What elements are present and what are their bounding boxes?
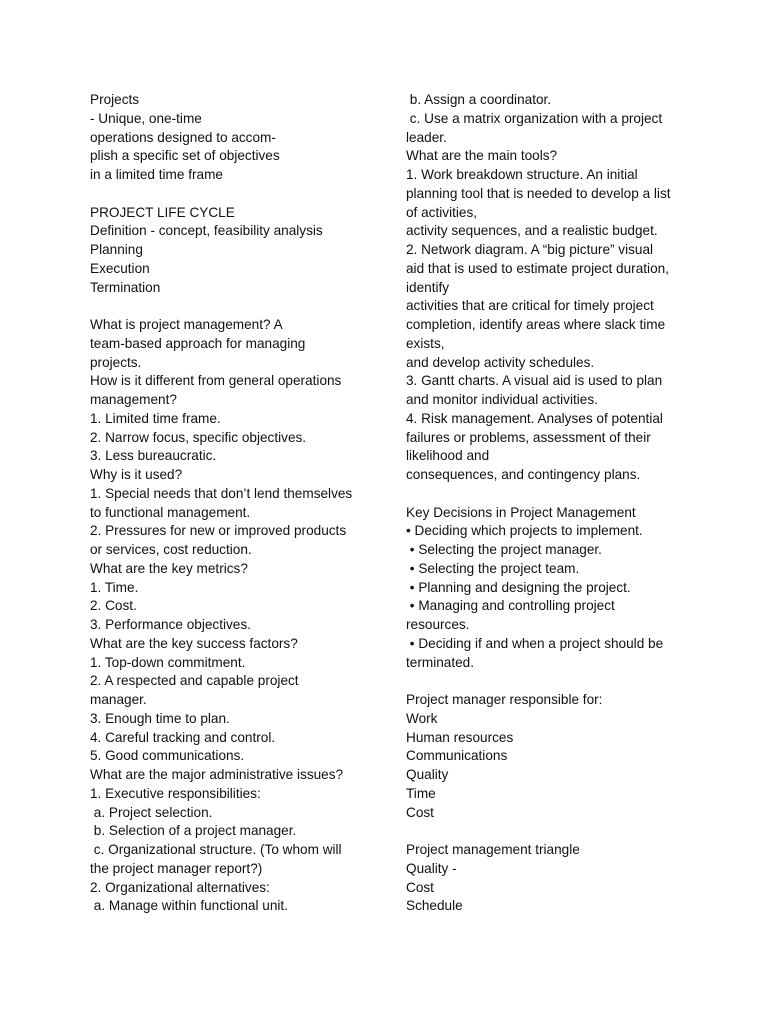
text-line: • Selecting the project manager. <box>406 542 602 557</box>
text-line: • Planning and designing the project. <box>406 579 631 595</box>
text-line: b. Assign a coordinator. <box>406 92 552 107</box>
text-line: of activities, <box>406 204 478 220</box>
text-line: manager. <box>90 692 147 707</box>
text-line: Communications <box>406 748 508 764</box>
text-line: a. Manage within functional unit. <box>90 898 288 914</box>
text-line: - Unique, one-time <box>90 110 202 126</box>
text-line: projects. <box>90 354 142 370</box>
text-line <box>90 185 380 204</box>
text-line: planning tool that is needed to develop a list <box>406 185 671 201</box>
text-line: activity sequences, and a realistic budget. <box>406 223 658 239</box>
text-line: 3. Enough time to plan. <box>90 710 230 726</box>
text-line: • Deciding which projects to implement. <box>406 523 643 539</box>
text-line: Planning <box>90 242 143 257</box>
text-line: 2. A respected and capable project <box>90 673 299 689</box>
text-line: What are the major administrative issues? <box>90 767 344 782</box>
text-line: Projects <box>90 92 140 107</box>
text-line: 5. Good communications. <box>90 748 245 764</box>
text-line: failures or problems, assessment of their <box>406 429 651 445</box>
text-line: What are the key metrics? <box>90 560 248 576</box>
text-line: Definition - concept, feasibility analysis <box>90 223 323 239</box>
text-line: management? <box>90 392 177 407</box>
text-line: Cost <box>406 879 434 895</box>
text-line: • Deciding if and when a project should be <box>406 635 664 651</box>
text-line: or services, cost reduction. <box>90 542 252 557</box>
right-text-column <box>406 91 706 916</box>
text-line: exists, <box>406 335 445 351</box>
text-line: 2. Narrow focus, specific objectives. <box>90 429 307 445</box>
text-line: 2. Organizational alternatives: <box>90 879 270 895</box>
text-line: c. Use a matrix organization with a project <box>406 110 663 126</box>
text-line: team-based approach for managing <box>90 335 306 351</box>
text-line <box>406 485 706 504</box>
text-line: c. Organizational structure. (To whom will <box>90 842 342 857</box>
text-line: • Managing and controlling project <box>406 598 615 614</box>
text-line: 1. Limited time frame. <box>90 410 221 426</box>
text-line: likelihood and <box>406 448 490 464</box>
text-line: aid that is used to estimate project duration, <box>406 260 669 276</box>
text-line: plish a specific set of objectives <box>90 148 280 164</box>
text-line: Why is it used? <box>90 467 183 482</box>
text-line: 2. Pressures for new or improved products <box>90 523 347 539</box>
text-line: 2. Cost. <box>90 598 137 614</box>
text-line: What are the main tools? <box>406 148 558 164</box>
text-line: completion, identify areas where slack time <box>406 317 666 332</box>
text-line: Human resources <box>406 729 514 745</box>
text-line: and monitor individual activities. <box>406 392 598 407</box>
text-line: 3. Less bureaucratic. <box>90 448 217 464</box>
text-line <box>406 672 706 691</box>
text-line: and develop activity schedules. <box>406 354 595 370</box>
text-line: 1. Work breakdown structure. An initial <box>406 167 638 182</box>
text-line: PROJECT LIFE CYCLE <box>90 204 235 220</box>
text-line: identify <box>406 279 450 295</box>
text-line: in a limited time frame <box>90 167 223 182</box>
text-line: Quality <box>406 767 449 782</box>
text-line: consequences, and contingency plans. <box>406 467 641 482</box>
text-line: resources. <box>406 617 470 632</box>
text-line: 4. Risk management. Analyses of potential <box>406 410 663 426</box>
text-line: How is it different from general operations <box>90 373 342 389</box>
text-line: Quality - <box>406 860 457 876</box>
text-line: 3. Gantt charts. A visual aid is used to plan <box>406 373 663 389</box>
text-line: Project manager responsible for: <box>406 692 603 707</box>
text-line: 4. Careful tracking and control. <box>90 729 276 745</box>
text-line: What are the key success factors? <box>90 635 298 651</box>
text-line: Execution <box>90 260 150 276</box>
text-line: What is project management? A <box>90 317 283 332</box>
text-line: terminated. <box>406 654 475 670</box>
text-line: Schedule <box>406 898 463 914</box>
text-line: 1. Executive responsibilities: <box>90 785 261 801</box>
text-line: Work <box>406 710 438 726</box>
text-line <box>90 297 380 316</box>
text-line: Time <box>406 785 436 801</box>
text-line: the project manager report?) <box>90 860 263 876</box>
text-line: activities that are critical for timely project <box>406 298 654 314</box>
text-line: 3. Performance objectives. <box>90 617 251 632</box>
text-line <box>406 822 706 841</box>
text-line: 1. Time. <box>90 579 139 595</box>
left-text-column <box>90 91 380 916</box>
text-line: Key Decisions in Project Management <box>406 504 636 520</box>
text-line: operations designed to accom- <box>90 129 276 145</box>
text-line: Project management triangle <box>406 842 580 857</box>
text-line: b. Selection of a project manager. <box>90 823 297 839</box>
text-line: 1. Special needs that don’t lend themselves <box>90 485 353 501</box>
text-line: Cost <box>406 804 434 820</box>
text-line: 2. Network diagram. A “big picture” visual <box>406 242 654 257</box>
text-line: to functional management. <box>90 504 251 520</box>
text-line: a. Project selection. <box>90 804 213 820</box>
text-line: leader. <box>406 129 447 145</box>
text-line: 1. Top-down commitment. <box>90 654 246 670</box>
text-line: Termination <box>90 279 161 295</box>
text-line: • Selecting the project team. <box>406 560 580 576</box>
